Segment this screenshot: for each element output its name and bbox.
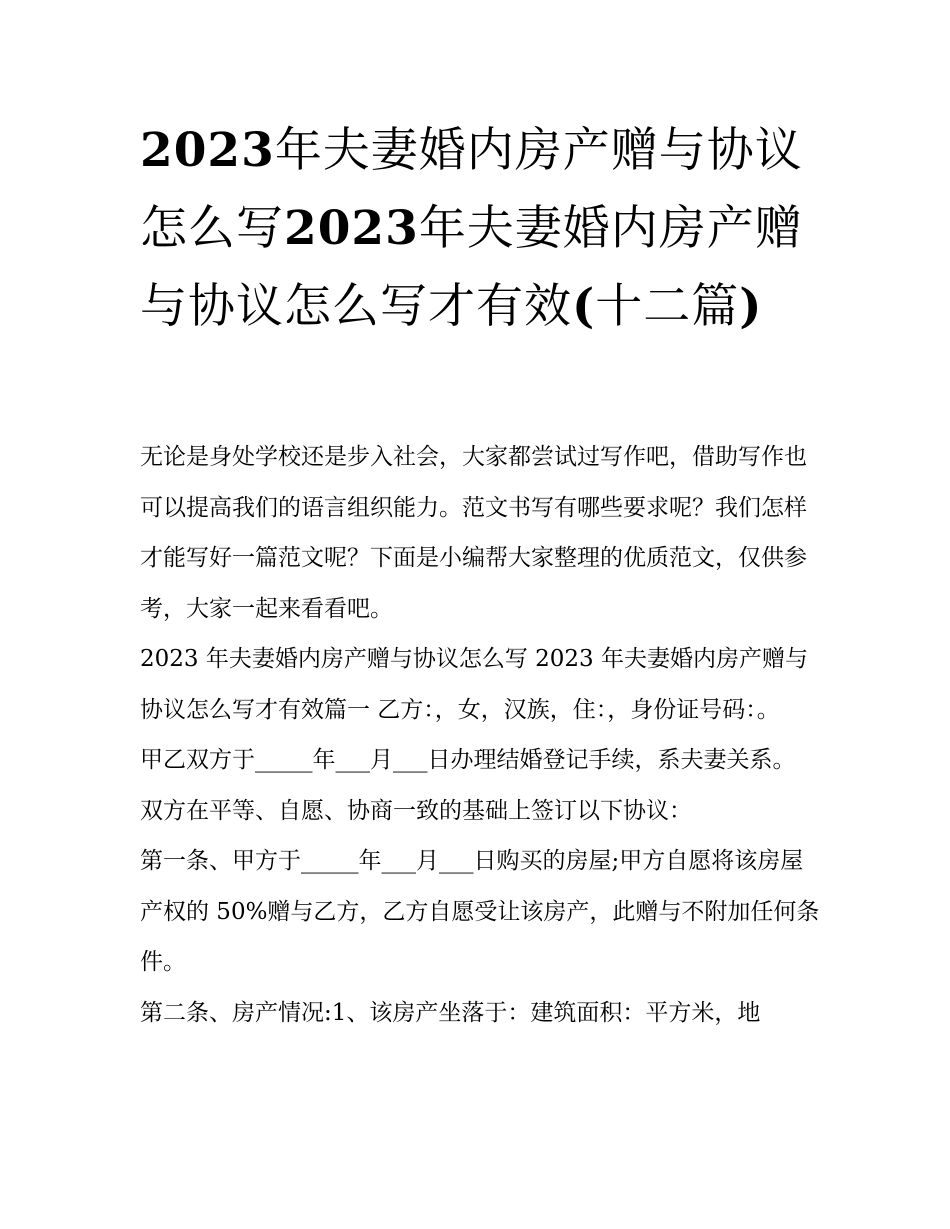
title-paren-open: ( xyxy=(572,279,596,334)
intro-paragraph: 无论是身处学校还是步入社会，大家都尝试过写作吧，借助写作也可以提高我们的语言组织能力。范文书写有哪些要求呢？我们怎样才能写好一篇范文呢？下面是小编帮大家整理的优质范文，仅供参考，大家一起来看看吧。 xyxy=(140,444,807,622)
title-year-1: 2023 xyxy=(140,123,275,178)
marriage-paragraph: 甲乙双方于_____年___月___日办理结婚登记手续，系夫妻关系。 双方在平等、自愿、协商一致的基础上签订以下协议： xyxy=(140,747,796,824)
document-body xyxy=(140,432,820,1038)
article-one-paragraph: 第一条、甲方于_____年___月___日购买的房屋;甲方自愿将该房屋产权的 50%赠与乙方，乙方自愿受让该房产，此赠与不附加任何条件。 xyxy=(140,848,820,975)
title-text-3: 十二篇 xyxy=(595,279,740,334)
title-year-2: 2023 xyxy=(284,201,419,256)
section-heading-paragraph: 2023 年夫妻婚内房产赠与协议怎么写 2023 年夫妻婚内房产赠与协议怎么写才有效篇一 乙方：，女，汉族，住：，身份证号码：。 xyxy=(140,646,808,723)
title-text-1: 年夫妻婚内房产赠与协议怎么写 xyxy=(140,123,803,256)
title-text-2: 年夫妻婚内房产赠与协议怎么写才有效 xyxy=(140,201,803,334)
article-two-paragraph: 第二条、房产情况:1、该房产坐落于：建筑面积：平方米，地 xyxy=(140,999,761,1026)
title-paren-close: ) xyxy=(739,279,763,334)
document-title xyxy=(140,112,820,346)
